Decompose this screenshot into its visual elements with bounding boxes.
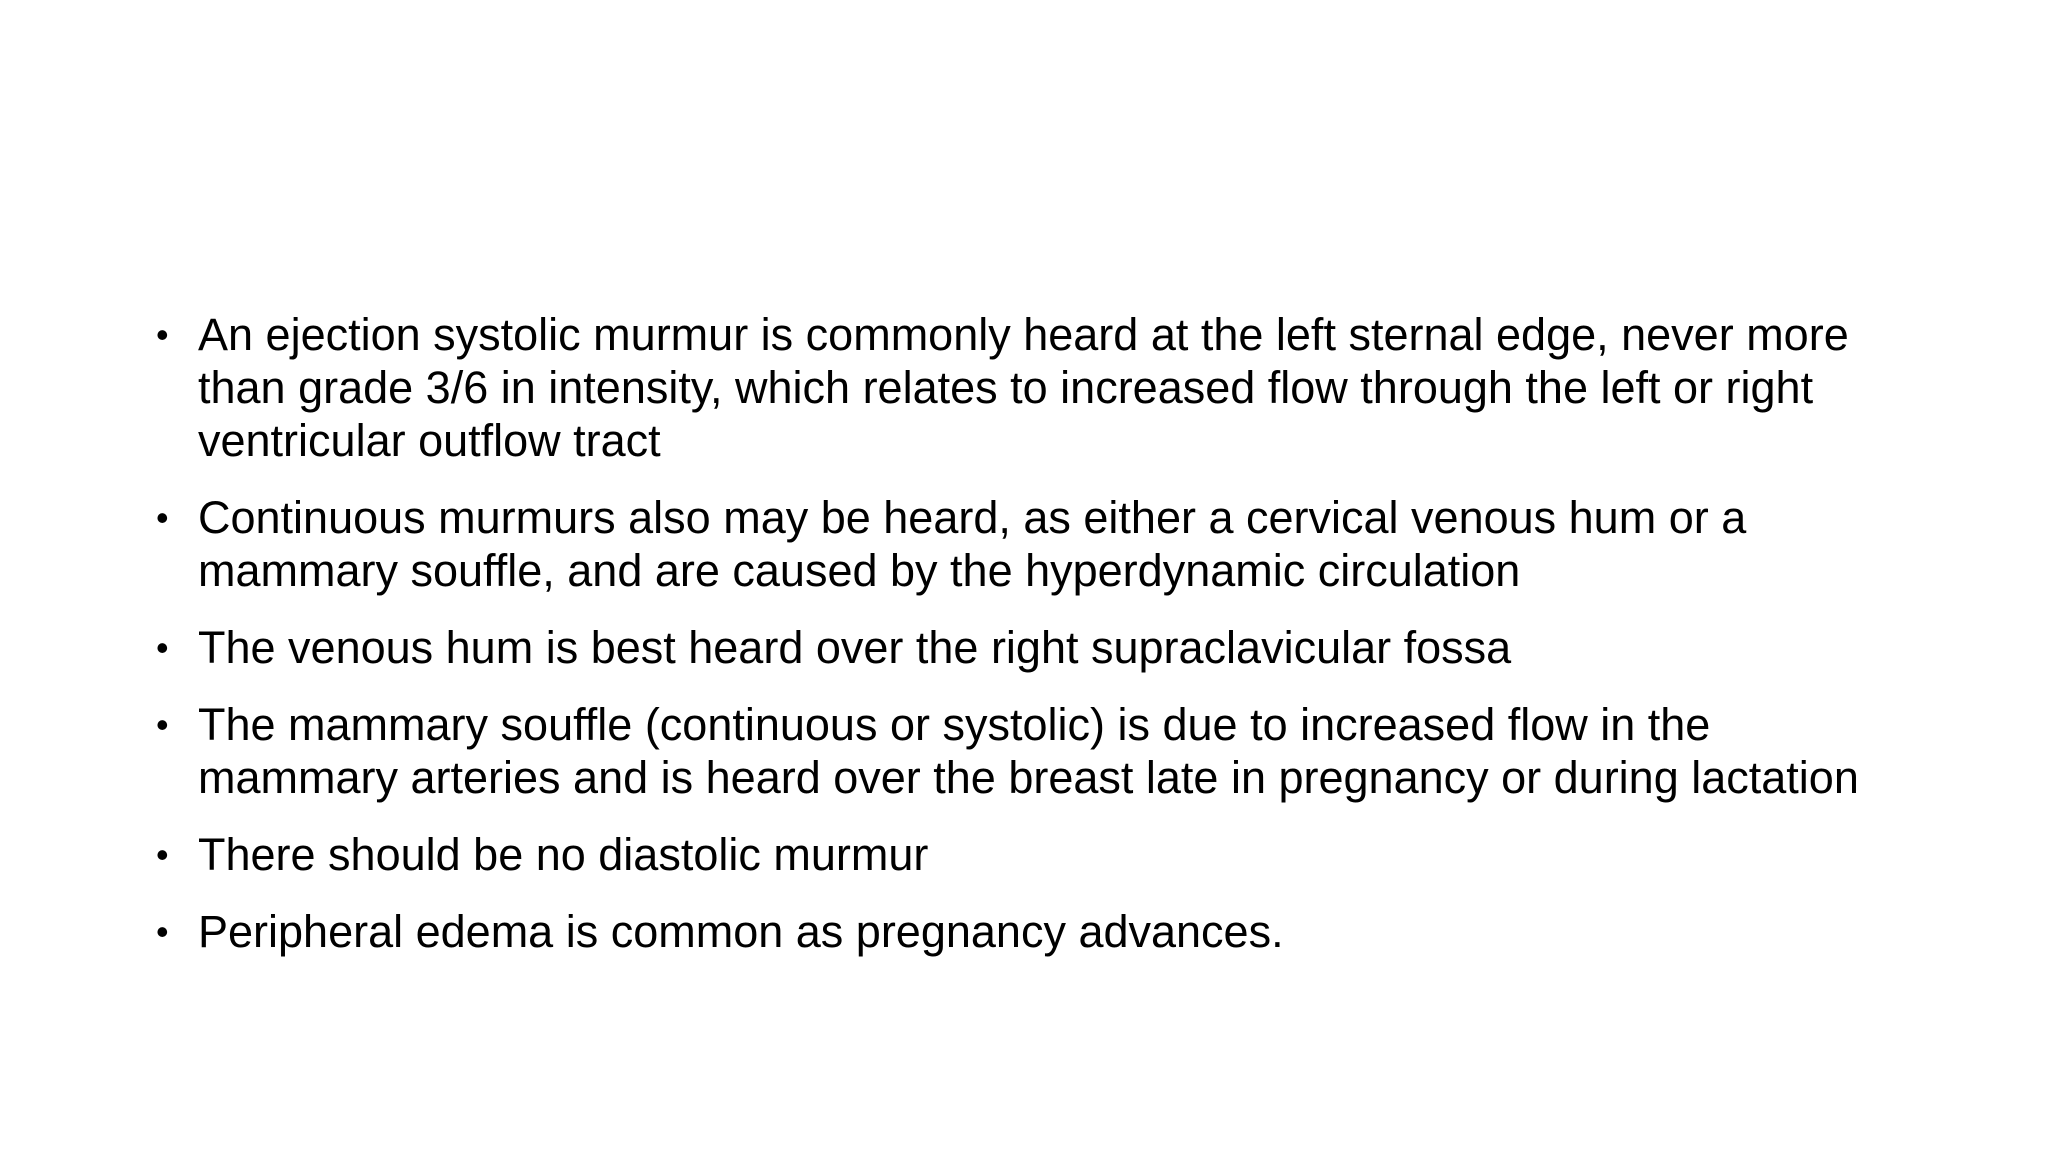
bullet-text: Peripheral edema is common as pregnancy advances. <box>198 906 1284 957</box>
bullet-item <box>150 698 1910 804</box>
bullet-dot-icon: • <box>156 627 169 668</box>
bullet-text: Continuous murmurs also may be heard, as either a cervical venous hum or a mammary souffle, and are caused by the hyperdynamic circulation <box>198 492 1747 596</box>
bullet-dot-icon: • <box>156 314 169 355</box>
bullet-text: There should be no diastolic murmur <box>198 829 929 880</box>
bullet-item <box>150 828 1910 881</box>
bullet-dot-icon: • <box>156 704 169 745</box>
bullet-item <box>150 491 1910 597</box>
bullet-list <box>150 308 1910 982</box>
bullet-item <box>150 308 1910 467</box>
bullet-item <box>150 905 1910 958</box>
bullet-item <box>150 621 1910 674</box>
bullet-text: The venous hum is best heard over the right supraclavicular fossa <box>198 622 1512 673</box>
bullet-text: The mammary souffle (continuous or systolic) is due to increased flow in the mammary arteries and is heard over the breast late in pregnancy or during lactation <box>198 699 1859 803</box>
bullet-text: An ejection systolic murmur is commonly heard at the left sternal edge, never more than grade 3/6 in intensity, which relates to increased flow through the left or right ventricular outflow tract <box>198 309 1849 466</box>
bullet-dot-icon: • <box>156 497 169 538</box>
bullet-dot-icon: • <box>156 834 169 875</box>
bullet-dot-icon: • <box>156 911 169 952</box>
